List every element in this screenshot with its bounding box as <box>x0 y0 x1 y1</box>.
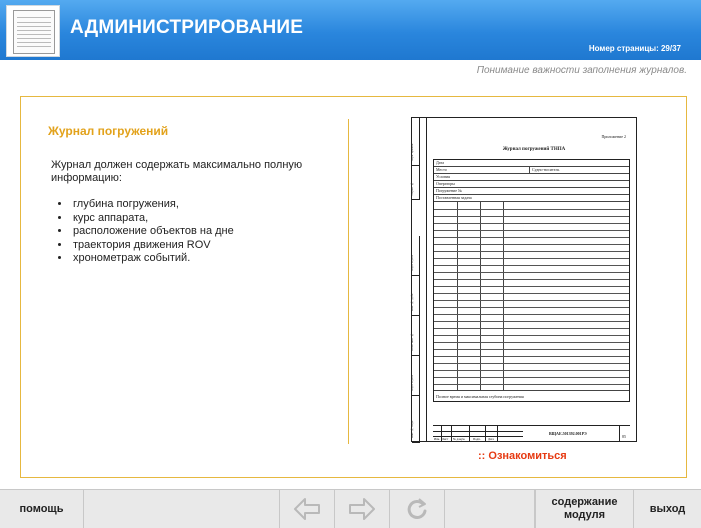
log-grid-line <box>434 328 629 329</box>
contents-button[interactable]: содержание модуля <box>535 490 633 528</box>
log-grid-line <box>434 384 629 385</box>
log-grid-line <box>434 209 629 210</box>
help-button[interactable]: помощь <box>0 490 84 528</box>
side-cell: Подп. и дата <box>412 356 420 396</box>
form-row: Поставленная задача <box>434 195 629 202</box>
side-cell: Перв. примен. <box>412 118 420 166</box>
form-row: Погружение № <box>434 188 629 195</box>
bottom-toolbar <box>0 489 701 528</box>
doc-side-stamp <box>412 118 427 441</box>
log-grid-line <box>434 370 629 371</box>
form-row: Полное время и максимальная глубина погружения <box>434 390 629 402</box>
log-grid-line <box>434 349 629 350</box>
intro-text: Журнал должен содержать максимально полную информацию: <box>51 159 303 184</box>
doc-title-block: Изм. Лист № докум. Подп. Дата ВЩАЕ.501392.001РЭ 85 <box>433 425 630 441</box>
log-grid-line <box>434 335 629 336</box>
doc-code: ВЩАЕ.501392.001РЭ <box>549 431 587 436</box>
side-cell: Справ. № <box>412 166 420 200</box>
log-grid-line <box>434 251 629 252</box>
log-grid-line <box>434 314 629 315</box>
refresh-icon <box>404 496 430 522</box>
log-grid-line <box>434 286 629 287</box>
list-item: • курс аппарата, <box>71 212 234 226</box>
log-grid-line <box>434 230 629 231</box>
back-button[interactable] <box>280 490 335 528</box>
list-item: • глубина погружения, <box>71 198 234 212</box>
page-subtitle: Понимание важности заполнения журналов. <box>476 65 687 76</box>
log-grid-line <box>434 237 629 238</box>
toolbar-spacer <box>84 490 280 528</box>
page-number: Номер страницы: 29/37 <box>588 44 681 53</box>
log-grid-line <box>434 272 629 273</box>
log-grid-line <box>434 244 629 245</box>
info-list <box>57 198 234 266</box>
module-thumbnail <box>6 5 60 57</box>
doc-appendix: Приложение 2 <box>601 134 626 139</box>
log-grid-line <box>434 363 629 364</box>
log-grid-line <box>434 223 629 224</box>
form-row: Операторы <box>434 181 629 188</box>
forward-button[interactable] <box>335 490 390 528</box>
log-grid-line <box>434 356 629 357</box>
form-row: Условия <box>434 174 629 181</box>
dive-log-document-preview[interactable] <box>411 117 637 442</box>
view-document-link[interactable]: :: Ознакомиться <box>478 450 567 462</box>
doc-form-table <box>433 159 630 402</box>
log-grid-line <box>434 216 629 217</box>
list-item: • хронометраж событий. <box>71 252 234 266</box>
section-title: Журнал погружений <box>48 124 169 138</box>
page-title: АДМИНИСТРИРОВАНИЕ <box>70 17 304 38</box>
arrow-left-icon <box>292 496 322 522</box>
side-cell: Взам. инв. № <box>412 316 420 356</box>
document-thumbnail-icon <box>13 10 55 54</box>
side-cell: Инв. № подл. <box>412 396 420 443</box>
content-panel <box>20 96 687 478</box>
doc-title: Журнал погружений ТНПА <box>502 147 566 152</box>
exit-button[interactable]: выход <box>633 490 701 528</box>
list-item: • траектория движения ROV <box>71 239 234 253</box>
log-grid-line <box>434 300 629 301</box>
log-grid-line <box>434 307 629 308</box>
log-grid-line <box>434 377 629 378</box>
log-grid-line <box>434 279 629 280</box>
log-grid-line <box>434 258 629 259</box>
side-cell: Подп. и дата <box>412 236 420 276</box>
doc-sheet-number: 85 <box>622 434 626 439</box>
refresh-button[interactable] <box>390 490 445 528</box>
form-row: Дата <box>434 160 629 167</box>
form-row: Место Судно-носитель <box>434 167 629 174</box>
arrow-right-icon <box>347 496 377 522</box>
log-grid-line <box>434 342 629 343</box>
log-grid-line <box>434 265 629 266</box>
vertical-divider <box>348 119 349 444</box>
log-grid-line <box>434 293 629 294</box>
list-item: • расположение объектов на дне <box>71 225 234 239</box>
side-cell: Инв. № дубл. <box>412 276 420 316</box>
log-grid-line <box>434 321 629 322</box>
toolbar-spacer <box>445 490 535 528</box>
header-bar <box>0 0 701 60</box>
